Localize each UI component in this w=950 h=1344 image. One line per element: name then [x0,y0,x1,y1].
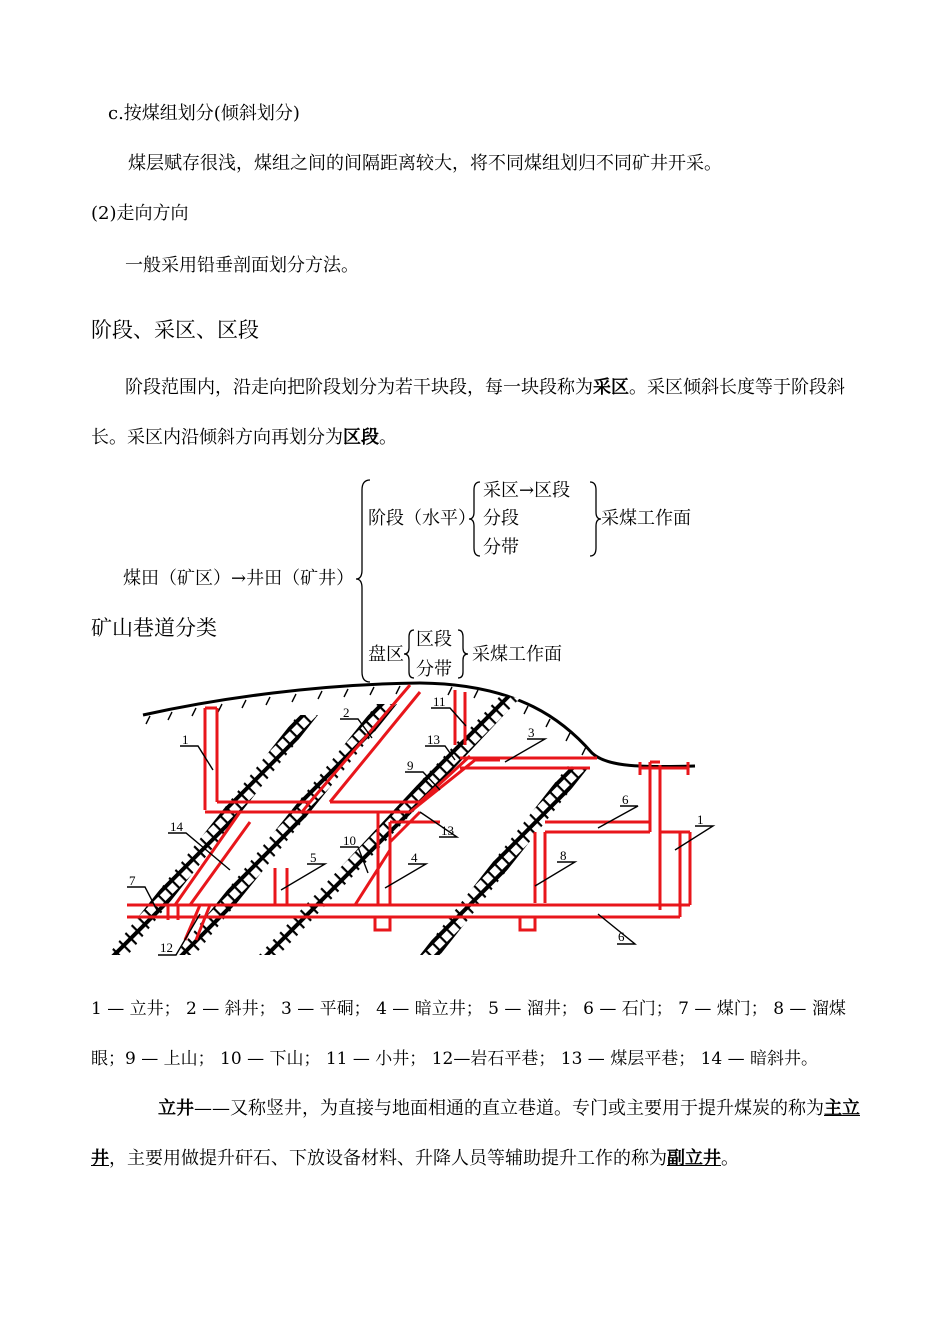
adit [460,758,597,768]
tree-mid-label: 井田（矿井） [246,568,355,589]
section-2-body: 一般采用铅垂剖面划分方法。 [125,255,359,276]
paragraph-vertical-shaft-2 [91,1147,739,1171]
diagram-label: 13 [441,823,454,838]
diagram-label: 10 [343,833,356,848]
tree-pq-fendai: 分带 [416,659,452,680]
tree-root-label: 煤田（矿区） [123,568,231,589]
term-main-shaft-a: 主立 [824,1098,860,1119]
tree-face-2: 采煤工作面 [472,644,562,665]
term-main-shaft-b: 井 [91,1148,109,1169]
diagram-label: 4 [411,850,418,865]
para1-term-caiqu: 采区 [593,377,629,398]
tree-fenduan: 分段 [483,508,519,529]
paragraph-text: ，主要用做提升矸石、下放设备材料、升降人员等辅助提升工作的称为 [109,1148,667,1169]
para1-text-a: 阶段范围内，沿走向把阶段划分为若干块段，每一块段称为 [125,377,593,398]
diagram-label: 7 [129,873,136,888]
diagram-label: 1 [697,812,704,827]
legend-line-1: 1 — 立井； 2 — 斜井； 3 — 平硐； 4 — 暗立井； 5 — 溜井； 6 — 石门； 7 — 煤门； 8 — 溜煤 [91,999,846,1019]
para1-text-c: 。采区倾斜长度等于阶段斜 [629,377,845,398]
diagram-label: 14 [170,819,183,834]
para1-term-qud: 区段 [343,427,379,448]
arrow-icon: → [231,568,247,589]
term-auxiliary-shaft: 副立井 [667,1148,721,1169]
diagram-label: 6 [622,792,629,807]
tree-qud: 区段 [534,480,571,501]
heading-stage-district: 阶段、采区、区段 [91,318,259,342]
diagram-label: 12 [160,940,173,955]
tree-braces [356,480,601,682]
diagram-label: 9 [407,758,414,773]
section-c-title: c.按煤组划分(倾斜划分) [108,103,300,124]
paragraph-end: 。 [721,1148,739,1169]
para1-text-f: 。 [379,427,397,448]
tree-stage: 阶段（水平） [368,508,476,529]
heading-roadway-classification: 矿山巷道分类 [91,616,217,640]
diagram-label: 11 [433,694,446,709]
small-shaft [455,690,465,745]
para1-text-d: 长。采区内沿倾斜方向再划分为 [91,427,343,448]
diagram-label: 3 [528,725,535,740]
arrow-icon: → [519,480,535,501]
diagram-label: 6 [618,929,625,944]
tree-fendai: 分带 [483,537,519,558]
tree-panqu: 盘区 [368,644,404,665]
section-2-title: (2)走向方向 [91,203,189,224]
paragraph-vertical-shaft-1 [158,1097,860,1121]
paragraph-text: ——又称竖井，为直接与地面相通的直立巷道。专门或主要用于提升煤炭的称为 [194,1098,824,1119]
section-c-body: 煤层赋存很浅，煤组之间的间隔距离较大，将不同煤组划归不同矿井开采。 [128,153,722,174]
tree-face-1: 采煤工作面 [601,508,691,529]
diagram-label: 2 [343,705,350,720]
legend-line-2: 眼；9 — 上山； 10 — 下山； 11 — 小井； 12—岩石平巷； 13 — 煤层平巷； 14 — 暗斜井。 [91,1049,819,1069]
diagram-label: 5 [310,850,317,865]
tree-caiqu: 采区 [483,480,519,501]
diagram-label: 8 [560,848,567,863]
diagram-label: 13 [427,732,440,747]
term-vertical-shaft: 立井 [158,1098,194,1119]
diagram-label: 1 [182,732,189,747]
tunnels [127,685,690,940]
tree-pq-qud: 区段 [416,629,452,650]
